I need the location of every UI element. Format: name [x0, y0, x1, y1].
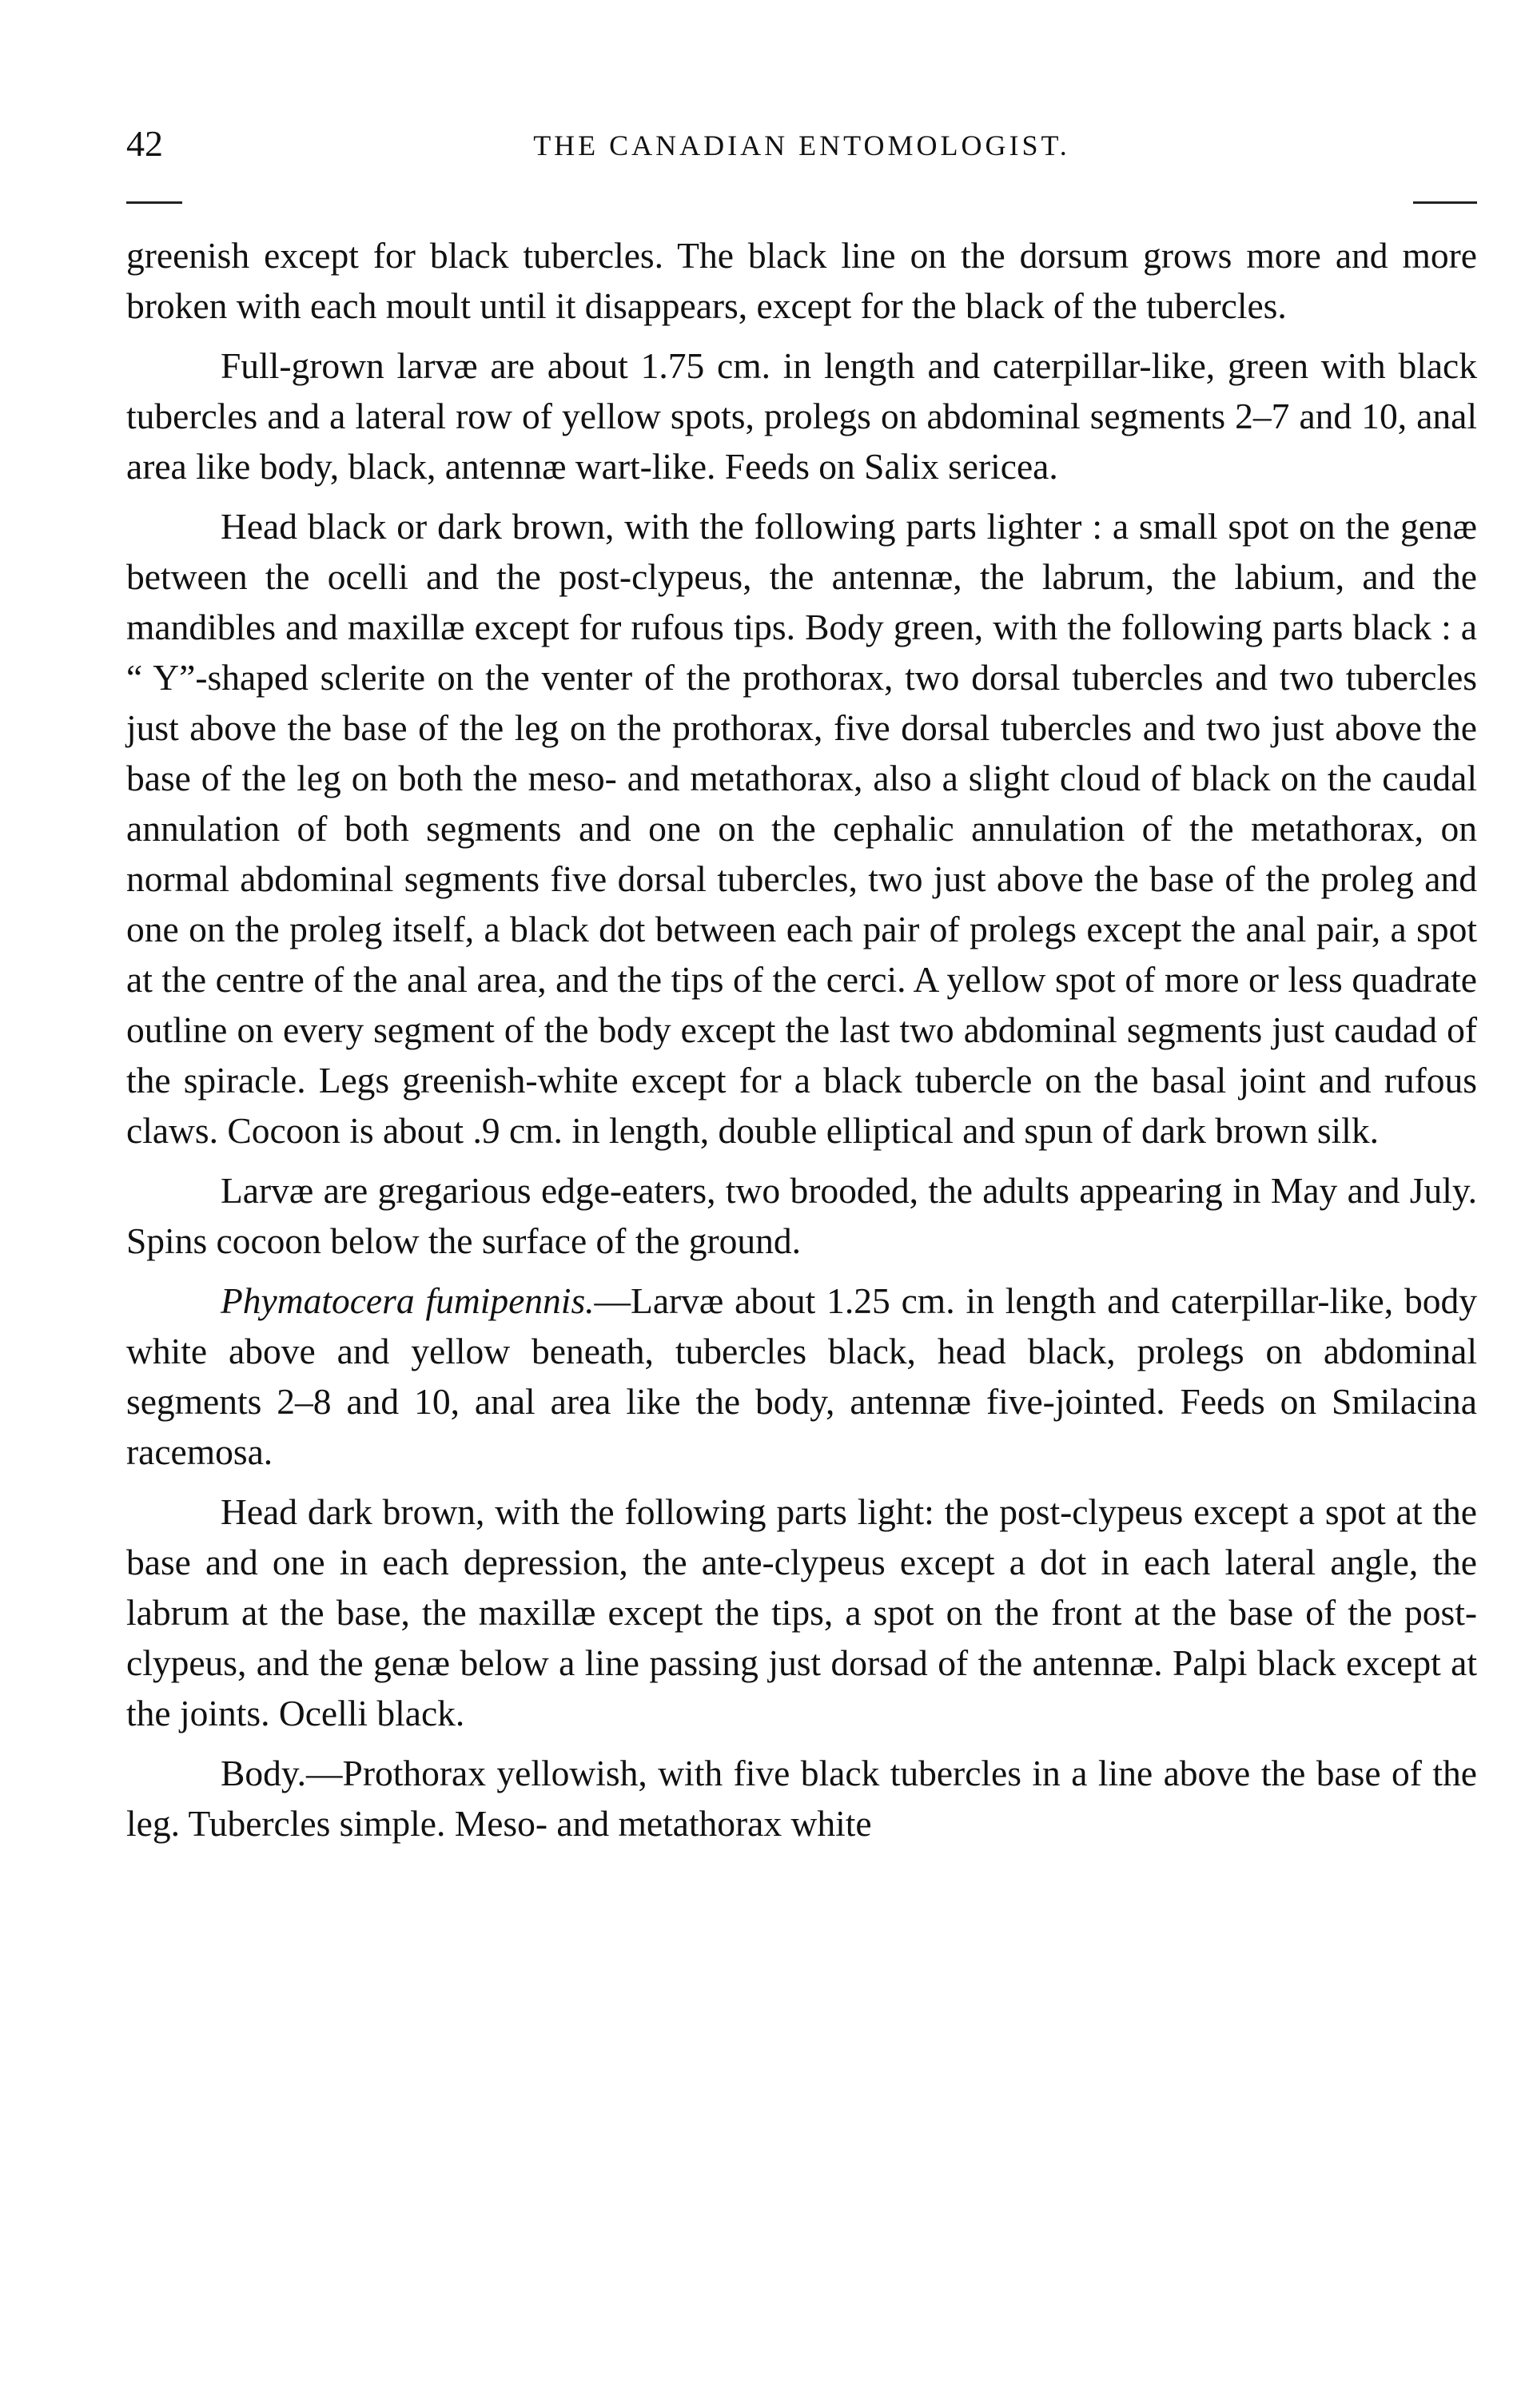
- body-text: [126, 230, 1477, 1858]
- paragraph-full-grown-larvae: Full-grown larvæ are about 1.75 cm. in length and caterpillar-like, green with black tubercles and a lateral row of yellow spots, prolegs on abdominal segments 2–7 and 10, anal area like body, black, antennæ wart-like. Feeds on Salix sericea.: [126, 345, 1477, 487]
- species-description: —Larvæ about 1.25 cm. in length and caterpillar-like, body white above and yellow beneath, tubercles black, head black, prolegs on abdominal segments 2–8 and 10, anal area like the body, antennæ five-jointed. Feeds on Smilacina racemosa.: [126, 1280, 1477, 1472]
- paragraph-species-entry: [126, 1276, 1477, 1477]
- header-rule-right: [1413, 201, 1477, 204]
- paragraph-larvae-habits: Larvæ are gregarious edge-eaters, two brooded, the adults appearing in May and July. Spins cocoon below the surface of the ground.: [126, 1170, 1477, 1261]
- header-rule-left: [126, 201, 182, 204]
- page-number: 42: [126, 123, 163, 164]
- paragraph-species-body: Body.—Prothorax yellowish, with five black tubercles in a line above the base of the leg. Tubercles simple. Meso- and metathorax white: [126, 1753, 1477, 1844]
- running-head: THE CANADIAN ENTOMOLOGIST.: [533, 129, 1070, 161]
- paragraph-head-description: Head black or dark brown, with the following parts lighter : a small spot on the genæ between the ocelli and the post-clypeus, the antennæ, the labrum, the labium, and the mandibles and maxillæ except for rufous tips. Body green, with the following parts black : a “ Y”-shaped sclerite on the venter of the prothorax, two dorsal tubercles and two tubercles just above the base of the leg on the prothorax, five dorsal tubercles and two just above the base of the leg on both the meso- and metathorax, also a slight cloud of black on the caudal annulation of both segments and one on the cephalic annulation of the metathorax, on normal abdominal segments five dorsal tubercles, two just above the base of the proleg and one on the proleg itself, a black dot between each pair of prolegs except the anal pair, a spot at the centre of the anal area, and the tips of the cerci. A yellow spot of more or less quadrate outline on every segment of the body except the last two abdominal segments just caudad of the spiracle. Legs greenish-white except for a black tubercle on the basal joint and rufous claws. Cocoon is about .9 cm. in length, double elliptical and spun of dark brown silk.: [126, 506, 1477, 1151]
- paragraph-continued: greenish except for black tubercles. The black line on the dorsum grows more and more broken with each moult until it disappears, except for the black of the tubercles.: [126, 235, 1477, 326]
- page-header: [126, 120, 1477, 168]
- species-name: Phymatocera fumipennis.: [221, 1280, 595, 1321]
- paragraph-species-head: Head dark brown, with the following parts light: the post-clypeus except a spot at the base and one in each depression, the ante-clypeus except a dot in each lateral angle, the labrum at the base, the maxillæ except the tips, a spot on the front at the base of the post-clypeus, and the genæ below a line passing just dorsad of the antennæ. Palpi black except at the joints. Ocelli black.: [126, 1491, 1477, 1733]
